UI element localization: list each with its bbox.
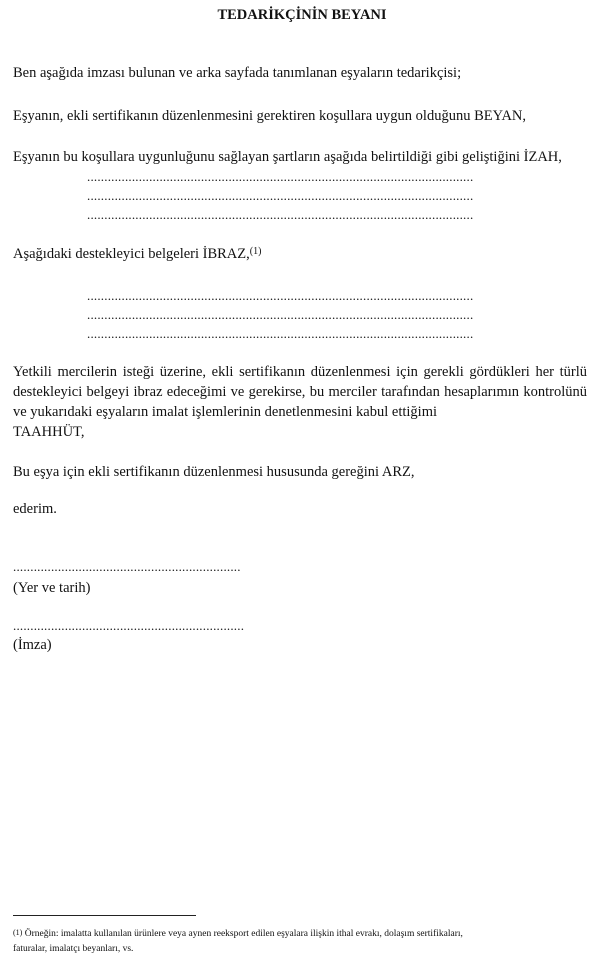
documents-line-2: ................................................................................................................ — [87, 307, 474, 322]
signature-label: (İmza) — [13, 637, 52, 653]
request-statement: Bu eşya için ekli sertifikanın düzenlenmesi hususunda gereğini ARZ, — [13, 464, 415, 480]
explanation-line-1: ................................................................................................................ — [87, 169, 474, 184]
place-date-dotted-line: .................................................................. — [13, 559, 241, 574]
documents-line-1: ................................................................................................................ — [87, 288, 474, 303]
declaration-statement: Eşyanın, ekli sertifikanın düzenlenmesini gerektiren koşullara uygun olduğunu BEYAN, — [13, 108, 527, 124]
explanation-statement: Eşyanın bu koşullara uygunluğunu sağlayan şartların aşağıda belirtildiği gibi geliştiğini İZAH, — [13, 149, 562, 165]
undertaking-paragraph — [13, 362, 587, 442]
footnote-divider — [13, 915, 196, 916]
place-date-label: (Yer ve tarih) — [13, 580, 91, 596]
undertaking-text: Yetkili mercilerin isteği üzerine, ekli sertifikanın düzenlenmesi için gerekli gördükleri her türlü destekleyici belgeyi ibraz edeceğimi ve gerekirse, bu merciler tarafından hesaplarımın kontrolünü ve yukarıdaki eşyaların imalat işlemlerinin denetlenmesini kabul ettiğimi — [13, 364, 587, 420]
page-title: TEDARİKÇİNİN BEYANI — [217, 7, 387, 23]
footnote-text-1: Örneğin: imalatta kullanılan ürünlere veya aynen reeksport edilen eşyalara ilişkin ithal evrakı, dolaşım sertifikaları, — [22, 929, 463, 939]
documents-statement — [13, 245, 261, 263]
footnote-marker: (1) — [13, 928, 23, 937]
documents-statement-text: Aşağıdaki destekleyici belgeleri İBRAZ, — [13, 246, 250, 262]
footnote-reference: (1) — [249, 246, 262, 257]
signature-dotted-line: ................................................................... — [13, 618, 245, 633]
explanation-line-2: ................................................................................................................ — [87, 188, 474, 203]
footnote-line-1 — [13, 928, 463, 940]
footnote-line-2: faturalar, imalatçı beyanları, vs. — [13, 944, 134, 954]
undertaking-keyword: TAAHHÜT, — [13, 424, 85, 440]
documents-line-3: ................................................................................................................ — [87, 326, 474, 341]
explanation-line-3: ................................................................................................................ — [87, 207, 474, 222]
supplier-statement: Ben aşağıda imzası bulunan ve arka sayfada tanımlanan eşyaların tedarikçisi; — [13, 65, 462, 81]
closing-word: ederim. — [13, 501, 57, 517]
